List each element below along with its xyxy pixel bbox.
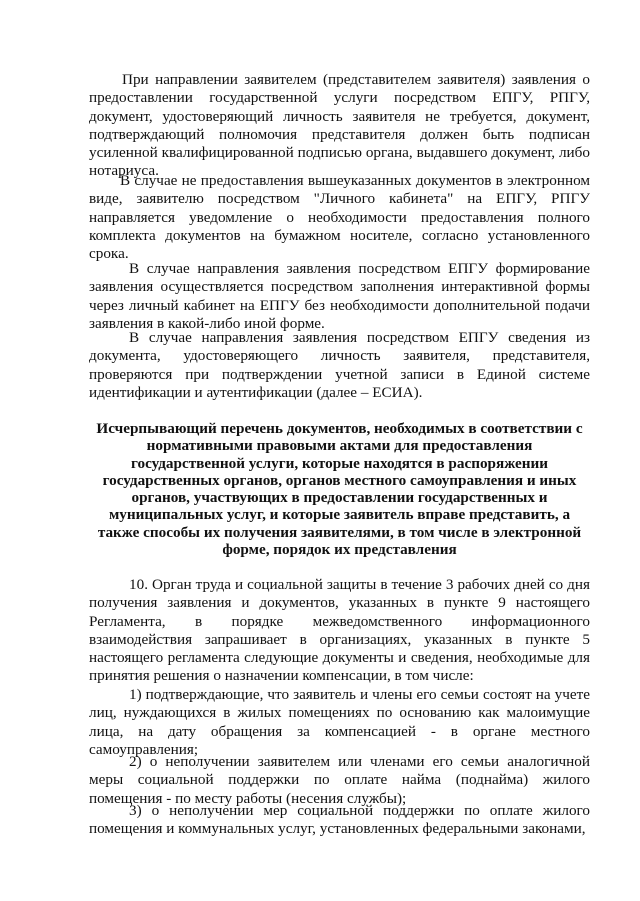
paragraph-clause-10: 10. Орган труда и социальной защиты в течение 3 рабочих дней со дня получения заявления и документов, указанных в пункте 9 настоящего Регламента, в порядке межведомственного информационного взаимодействия запрашивает в организациях, указанных в пункте 5 настоящего регламента следующие документы и сведения, необходимые для принятия решения о назначении компенсации, в том числе: — [89, 576, 590, 685]
list-item-3: 3) о неполучении мер социальной поддержки по оплате жилого помещения и коммунальных услуг, установленных федеральными законами, — [89, 802, 590, 838]
list-item-1: 1) подтверждающие, что заявитель и члены его семьи состоят на учете лиц, нуждающихся в жилых помещениях по основанию как малоимущие лица, на дату обращения за компенсацией - в органе местного самоуправления; — [89, 686, 590, 758]
paragraph-interactive-form: В случае направления заявления посредством ЕПГУ формирование заявления осуществляется посредством заполнения интерактивной формы через личный кабинет на ЕПГУ без необходимости дополнительной подачи заявления в какой-либо иной форме. — [89, 260, 590, 332]
list-item-2: 2) о неполучении заявителем или членами его семьи аналогичной меры социальной поддержки по оплате найма (поднайма) жилого помещения - по месту работы (несения службы); — [89, 753, 590, 807]
section-heading: Исчерпывающий перечень документов, необходимых в соответствии с нормативными правовыми актами для предоставления государственной услуги, которые находятся в распоряжении государственных органов, органов местного самоуправления и иных органов, участвующих в предоставлении государственных и муниципальных услуг, и которые заявитель вправе представить, а также способы их получения заявителями, в том числе в электронной форме, порядок их представления — [96, 420, 583, 559]
paragraph-missing-documents-notice: В случае не предоставления вышеуказанных документов в электронном виде, заявителю посредством "Личного кабинета" на ЕПГУ, РПГУ направляется уведомление о необходимости предоставления полного комплекта документов на бумажном носителе, согласно установленного срока. — [89, 172, 590, 263]
paragraph-esia-verification: В случае направления заявления посредством ЕПГУ сведения из документа, удостоверяющего личность заявителя, представителя, проверяются при подтверждении учетной записи в Единой системе идентификации и аутентификации (далее – ЕСИА). — [89, 329, 590, 401]
paragraph-epgu-signature: При направлении заявителем (представителем заявителя) заявления о предоставлении государственной услуги посредством ЕПГУ, РПГУ, документ, удостоверяющий личность заявителя не требуется, документ, подтверждающий полномочия представителя должен быть подписан усиленной квалифицированной подписью органа, выдавшего документ, либо нотариуса. — [89, 71, 590, 180]
